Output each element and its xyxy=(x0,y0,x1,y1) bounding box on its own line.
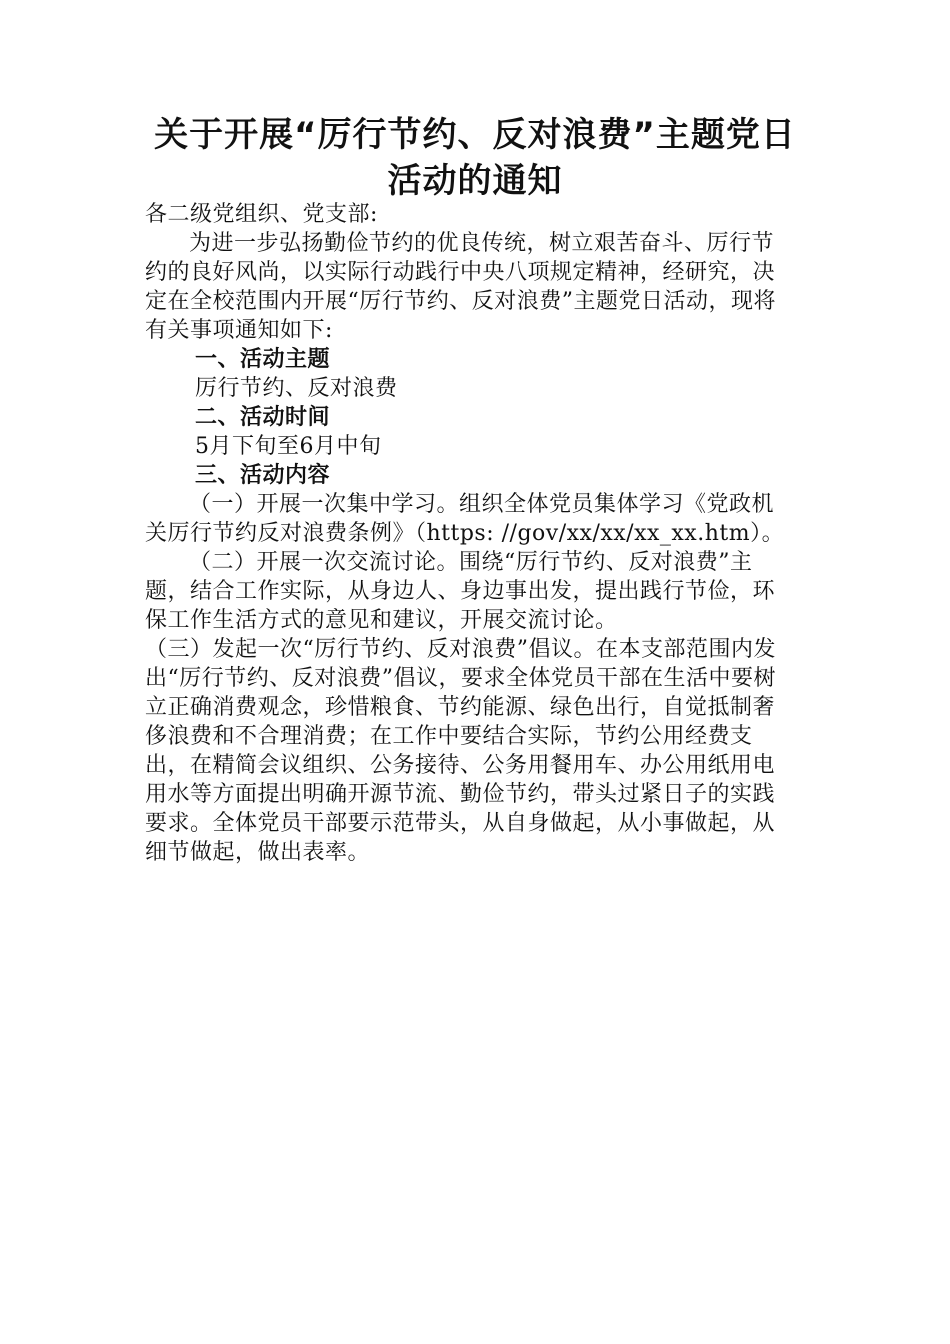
salutation: 各二级党组织、党支部: xyxy=(145,202,378,227)
section-heading-content: 三、活动内容 xyxy=(195,463,331,488)
content-item-initiative: （三）发起一次“厉行节约、反对浪费”倡议。在本支部范围内发出“厉行节约、反对浪费”倡议，要求全体党员干部在生活中要树立正确消费观念，珍惜粮食、节约能源、绿色出行，自觉抵制奢侈浪费和不合理消费；在工作中要结合实际，节约公用经费支出，在精简会议组织、公务接待、公务用餐用车、办公用纸用电用水等方面提出明确开源节流、勤俭节约，带头过紧日子的实践要求。全体党员干部要示范带头，从自身做起，从小事做起，从细节做起，做出表率。 xyxy=(145,637,776,865)
section-content-time: 5月下旬至6月中旬 xyxy=(195,434,382,459)
content-item-discussion: （二）开展一次交流讨论。围绕“厉行节约、反对浪费”主题，结合工作实际，从身边人、身边事出发，提出践行节俭，环保工作生活方式的意见和建议，开展交流讨论。 xyxy=(145,550,776,633)
content-item-study: （一）开展一次集中学习。组织全体党员集体学习《党政机关厉行节约反对浪费条例》（https: //gov/xx/xx/xx_xx.htm）。 xyxy=(145,492,785,546)
section-content-theme: 厉行节约、反对浪费 xyxy=(195,376,398,401)
section-heading-time: 二、活动时间 xyxy=(195,405,331,430)
document-body xyxy=(145,200,785,867)
section-heading-theme: 一、活动主题 xyxy=(195,347,331,372)
document-title: 关于开展“厉行节约、反对浪费”主题党日活动的通知 xyxy=(154,115,796,201)
intro-paragraph: 为进一步弘扬勤俭节约的优良传统，树立艰苦奋斗、厉行节约的良好风尚，以实际行动践行中央八项规定精神，经研究，决定在全校范围内开展“厉行节约、反对浪费”主题党日活动，现将有关事项通知如下: xyxy=(145,231,776,343)
